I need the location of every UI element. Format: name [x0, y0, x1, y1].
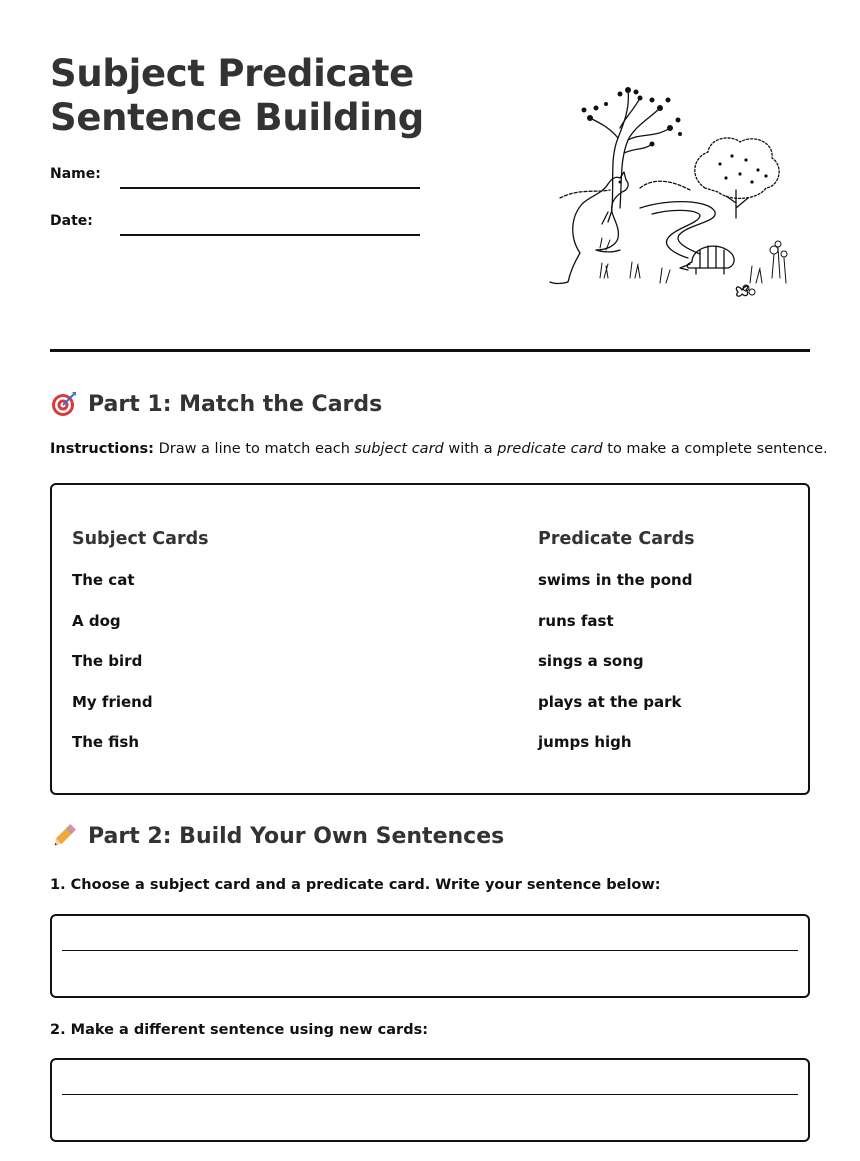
question-1-label: 1. Choose a subject card and a predicate card. Write your sentence below:	[50, 877, 661, 893]
instructions-part: to make a complete sentence.	[602, 441, 828, 457]
title-line-1: Subject Predicate	[50, 52, 414, 95]
instructions-bold: Instructions:	[50, 441, 154, 457]
subject-card[interactable]: The cat	[72, 571, 135, 589]
title-line-2: Sentence Building	[50, 96, 424, 139]
instructions-part: Draw a line to match each	[153, 441, 355, 457]
matching-card-box	[50, 483, 810, 795]
part2-heading	[50, 822, 504, 850]
date-label: Date:	[50, 213, 93, 229]
writing-line	[62, 1094, 798, 1095]
predicate-card[interactable]: jumps high	[538, 733, 632, 751]
date-line[interactable]	[120, 234, 420, 236]
sentence-answer-box-1[interactable]	[50, 914, 810, 998]
nature-scene-illustration	[540, 78, 802, 304]
subject-card[interactable]: My friend	[72, 692, 153, 711]
predicate-card[interactable]: sings a song	[538, 652, 644, 670]
predicate-card[interactable]: runs fast	[538, 611, 614, 630]
subject-card[interactable]: The fish	[72, 733, 140, 751]
section-divider	[50, 349, 810, 352]
dart-target-icon	[50, 390, 78, 418]
worksheet-title	[50, 52, 424, 140]
subject-cards-column	[72, 529, 209, 774]
name-line[interactable]	[120, 187, 420, 189]
instructions-italic-predicate: predicate card	[497, 441, 603, 457]
part1-heading-text: Part 1: Match the Cards	[88, 391, 383, 417]
part2-heading-text: Part 2: Build Your Own Sentences	[88, 823, 505, 849]
predicate-cards-heading: Predicate Cards	[538, 529, 695, 549]
subject-cards-heading: Subject Cards	[72, 529, 209, 549]
pencil-icon	[50, 822, 78, 850]
part1-heading	[50, 390, 382, 418]
predicate-cards-column	[538, 529, 695, 774]
predicate-card[interactable]: plays at the park	[538, 692, 682, 711]
instructions-text	[50, 441, 828, 457]
instructions-part: with a	[443, 441, 498, 457]
sentence-answer-box-2[interactable]	[50, 1058, 810, 1142]
name-label: Name:	[50, 166, 101, 182]
writing-line	[62, 950, 798, 951]
question-2-label: 2. Make a different sentence using new cards:	[50, 1022, 429, 1038]
subject-card[interactable]: A dog	[72, 611, 121, 630]
predicate-card[interactable]: swims in the pond	[538, 571, 693, 589]
instructions-italic-subject: subject card	[354, 441, 444, 457]
subject-card[interactable]: The bird	[72, 652, 143, 670]
